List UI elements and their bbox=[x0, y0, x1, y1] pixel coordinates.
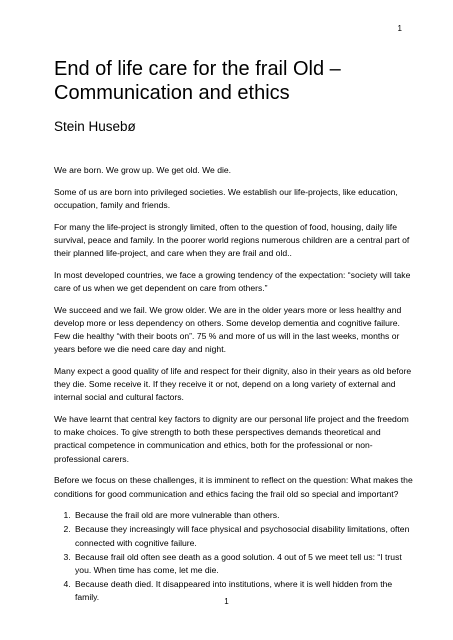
paragraph: In most developed countries, we face a growing tendency of the expectation: “society will take care of us when we get dependent on care from others.” bbox=[54, 269, 411, 293]
document-author: Stein Husebø bbox=[54, 119, 136, 134]
paragraph: We succeed and we fail. We grow older. We are in the older years more or less healthy and develop more or less dependency on others. Some develop dementia and cognitive failure. Few die healthy “with their boots on”. 75 % and more of us will in the last weeks, months or years before we die need care day and night. bbox=[54, 304, 402, 355]
document-title: End of life care for the frail Old – Communication and ethics bbox=[54, 58, 341, 104]
list-item: 1. Because the frail old are more vulnerable than others. bbox=[73, 509, 414, 522]
paragraph: Many expect a good quality of life and respect for their dignity, also in their years as old before they die. Some receive it. If they receive it or not, depend on a long variety of external and internal social and cultural factors. bbox=[54, 365, 412, 403]
paragraph: Before we focus on these challenges, it is imminent to reflect on the question: What makes the conditions for good communication and ethics facing the frail old so special and important? bbox=[54, 475, 413, 499]
page-number-top: 1 bbox=[397, 24, 402, 33]
paragraph: We are born. We grow up. We get old. We die. bbox=[54, 165, 232, 175]
list-item: 2. Because they increasingly will face physical and psychosocial disability limitations, often connected with cognitive failure. bbox=[73, 523, 414, 549]
paragraph: For many the life-project is strongly limited, often to the question of food, housing, daily life survival, peace and family. In the poorer world regions numerous children are a central part of their planned life-project, and care when they are frail and old.. bbox=[54, 221, 410, 259]
list-item: 4. Because death died. It disappeared into institutions, where it is well hidden from the family. bbox=[73, 578, 414, 604]
document-body bbox=[54, 164, 414, 605]
paragraph: We have learnt that central key factors to dignity are our personal life project and the freedom to make choices. To give strength to both these perspectives demands theoretical and practical competence in communication and ethics, both for the professional or non-professional carers. bbox=[54, 414, 409, 464]
numbered-list bbox=[54, 509, 414, 604]
paragraph: Some of us are born into privileged societies. We establish our life-projects, like education, occupation, family and friends. bbox=[54, 186, 398, 210]
document-content bbox=[54, 58, 414, 606]
page-number-bottom: 1 bbox=[224, 597, 229, 606]
list-item: 3. Because frail old often see death as a good solution. 4 out of 5 we meet tell us: “I trust you. When time has come, let me die. bbox=[73, 551, 414, 577]
